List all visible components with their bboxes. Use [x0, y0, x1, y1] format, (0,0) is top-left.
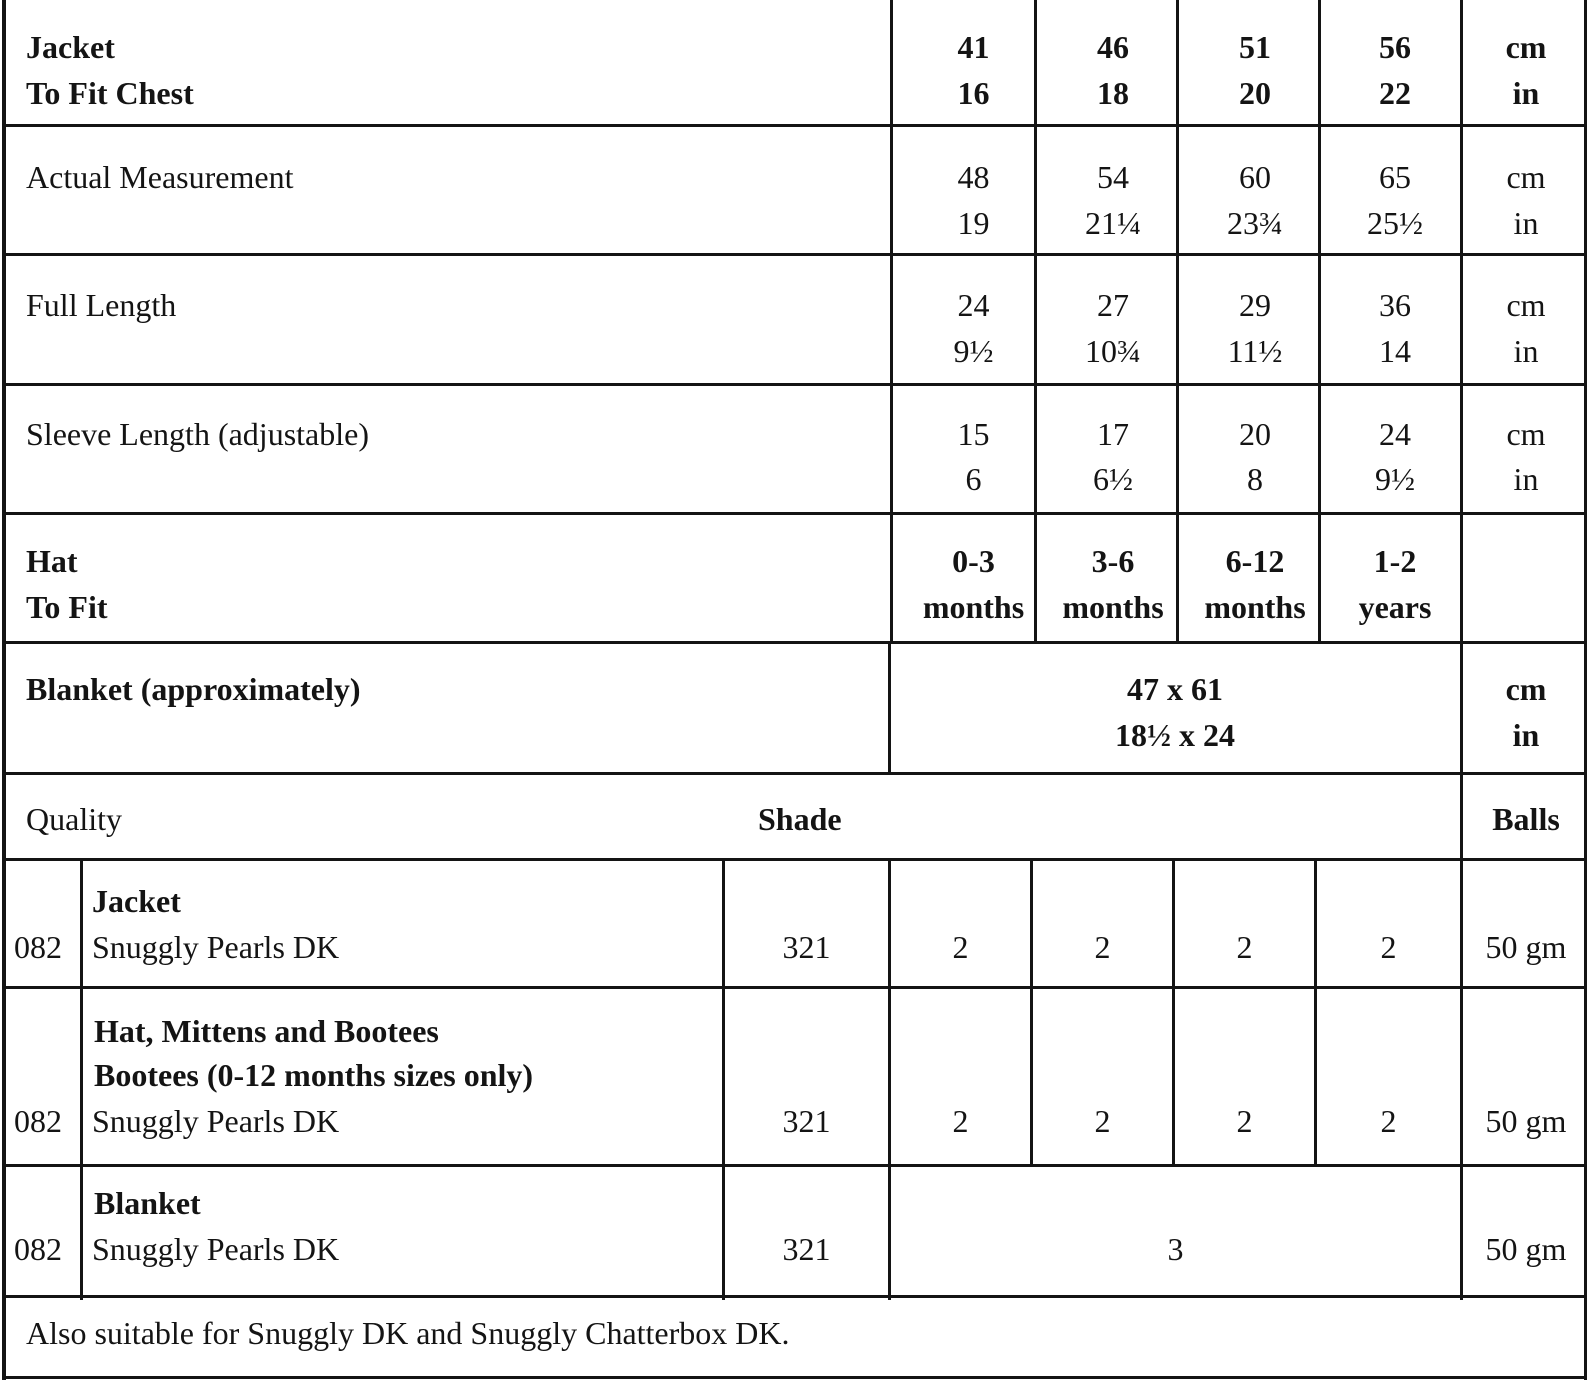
size-value: 23¾: [1227, 205, 1283, 241]
size-value: 19: [957, 205, 990, 241]
size-value: 48: [957, 159, 990, 195]
divider: [2, 858, 1587, 861]
table-right-border: [1584, 0, 1587, 1380]
unit-label: cm: [1506, 159, 1546, 195]
shade-value: 321: [782, 1103, 831, 1139]
yarn-item-title: Hat, Mittens and Bootees: [94, 1013, 439, 1049]
size-value: 6½: [1093, 461, 1133, 497]
balls-value: 2: [1094, 929, 1111, 965]
quality-code: 082: [14, 1103, 62, 1139]
balls-value: 2: [952, 1103, 969, 1139]
size-value: 9½: [953, 333, 994, 369]
size-value: 60: [1239, 159, 1271, 195]
size-value: 17: [1097, 416, 1129, 452]
size-value: 27: [1097, 287, 1129, 323]
quality-code: 082: [14, 1231, 62, 1267]
balls-value: 3: [1167, 1231, 1184, 1267]
unit-label: in: [1512, 717, 1540, 753]
hat-size: months: [1204, 589, 1306, 625]
size-value: 29: [1239, 287, 1271, 323]
balls-value: 2: [1236, 1103, 1253, 1139]
yarn-name: Snuggly Pearls DK: [92, 1103, 340, 1139]
row-label: To Fit Chest: [26, 75, 194, 111]
balls-value: 2: [1380, 929, 1397, 965]
row-label: Actual Measurement: [26, 159, 294, 195]
unit-label: cm: [1506, 287, 1546, 323]
size-value: 14: [1379, 333, 1411, 369]
size-value: 20: [1239, 75, 1271, 111]
unit-label: in: [1513, 205, 1539, 241]
divider: [2, 1295, 1587, 1298]
yarn-item-title: Blanket: [94, 1185, 201, 1221]
unit-label: in: [1513, 333, 1539, 369]
hat-size: months: [1062, 589, 1164, 625]
table-left-border: [2, 0, 6, 1380]
size-value: 56: [1379, 29, 1411, 65]
row-label: Hat: [26, 543, 78, 579]
unit-label: cm: [1505, 671, 1547, 707]
hat-size: months: [922, 589, 1025, 625]
yarn-item-title: Bootees (0-12 months sizes only): [94, 1057, 534, 1093]
row-label: Sleeve Length (adjustable): [26, 416, 369, 452]
divider: [80, 860, 83, 1300]
unit-label: in: [1512, 75, 1540, 111]
unit-label: 50 gm: [1485, 1103, 1567, 1139]
balls-value: 2: [1236, 929, 1253, 965]
size-value: 54: [1097, 159, 1129, 195]
size-value: 25½: [1367, 205, 1423, 241]
size-value: 15: [957, 416, 990, 452]
row-label: To Fit: [26, 589, 108, 625]
size-value: 41: [957, 29, 990, 65]
unit-label: in: [1513, 461, 1539, 497]
shade-header: Shade: [758, 801, 842, 837]
hat-size: 6-12: [1225, 543, 1285, 579]
row-label: Jacket: [26, 29, 115, 65]
shade-value: 321: [782, 1231, 831, 1267]
size-value: 21¼: [1085, 205, 1141, 241]
divider: [2, 986, 1587, 989]
yarn-name: Snuggly Pearls DK: [92, 1231, 340, 1267]
size-value: 46: [1097, 29, 1129, 65]
shade-value: 321: [782, 929, 831, 965]
divider: [2, 641, 1587, 644]
divider: [2, 772, 1587, 775]
unit-label: cm: [1506, 416, 1546, 452]
size-value: 16: [957, 75, 990, 111]
hat-size: 3-6: [1091, 543, 1135, 579]
yarn-item-title: Jacket: [92, 883, 181, 919]
divider: [2, 383, 1587, 386]
size-value: 36: [1379, 287, 1411, 323]
balls-value: 2: [1094, 1103, 1111, 1139]
size-value: 51: [1239, 29, 1271, 65]
yarn-name: Snuggly Pearls DK: [92, 929, 340, 965]
size-value: 8: [1247, 461, 1263, 497]
divider: [2, 253, 1587, 256]
size-value: 20: [1239, 416, 1271, 452]
quality-header: Quality: [26, 801, 122, 837]
balls-value: 2: [952, 929, 969, 965]
blanket-size: 47 x 61: [1127, 671, 1223, 707]
divider: [2, 512, 1587, 515]
size-value: 24: [1379, 416, 1411, 452]
size-value: 18: [1097, 75, 1129, 111]
row-label: Full Length: [26, 287, 177, 323]
balls-value: 2: [1380, 1103, 1397, 1139]
unit-label: 50 gm: [1485, 929, 1567, 965]
row-label: Blanket (approximately): [26, 671, 361, 707]
hat-size: 0-3: [952, 543, 995, 579]
hat-size: 1-2: [1373, 543, 1417, 579]
footnote: Also suitable for Snuggly DK and Snuggly Chatterbox DK.: [26, 1315, 790, 1351]
divider: [2, 124, 1587, 127]
balls-header: Balls: [1492, 801, 1560, 837]
divider: [2, 1164, 1587, 1167]
size-value: 11½: [1227, 333, 1283, 369]
table-bottom-border: [2, 1376, 1587, 1379]
hat-size: years: [1358, 589, 1432, 625]
quality-code: 082: [14, 929, 62, 965]
size-value: 9½: [1375, 461, 1415, 497]
size-value: 24: [957, 287, 990, 323]
divider: [890, 0, 893, 643]
size-value: 22: [1379, 75, 1411, 111]
size-value: 10¾: [1085, 333, 1141, 369]
unit-label: cm: [1505, 29, 1547, 65]
size-value: 65: [1379, 159, 1411, 195]
unit-label: 50 gm: [1485, 1231, 1567, 1267]
blanket-size: 18½ x 24: [1115, 717, 1235, 753]
size-value: 6: [965, 461, 982, 497]
